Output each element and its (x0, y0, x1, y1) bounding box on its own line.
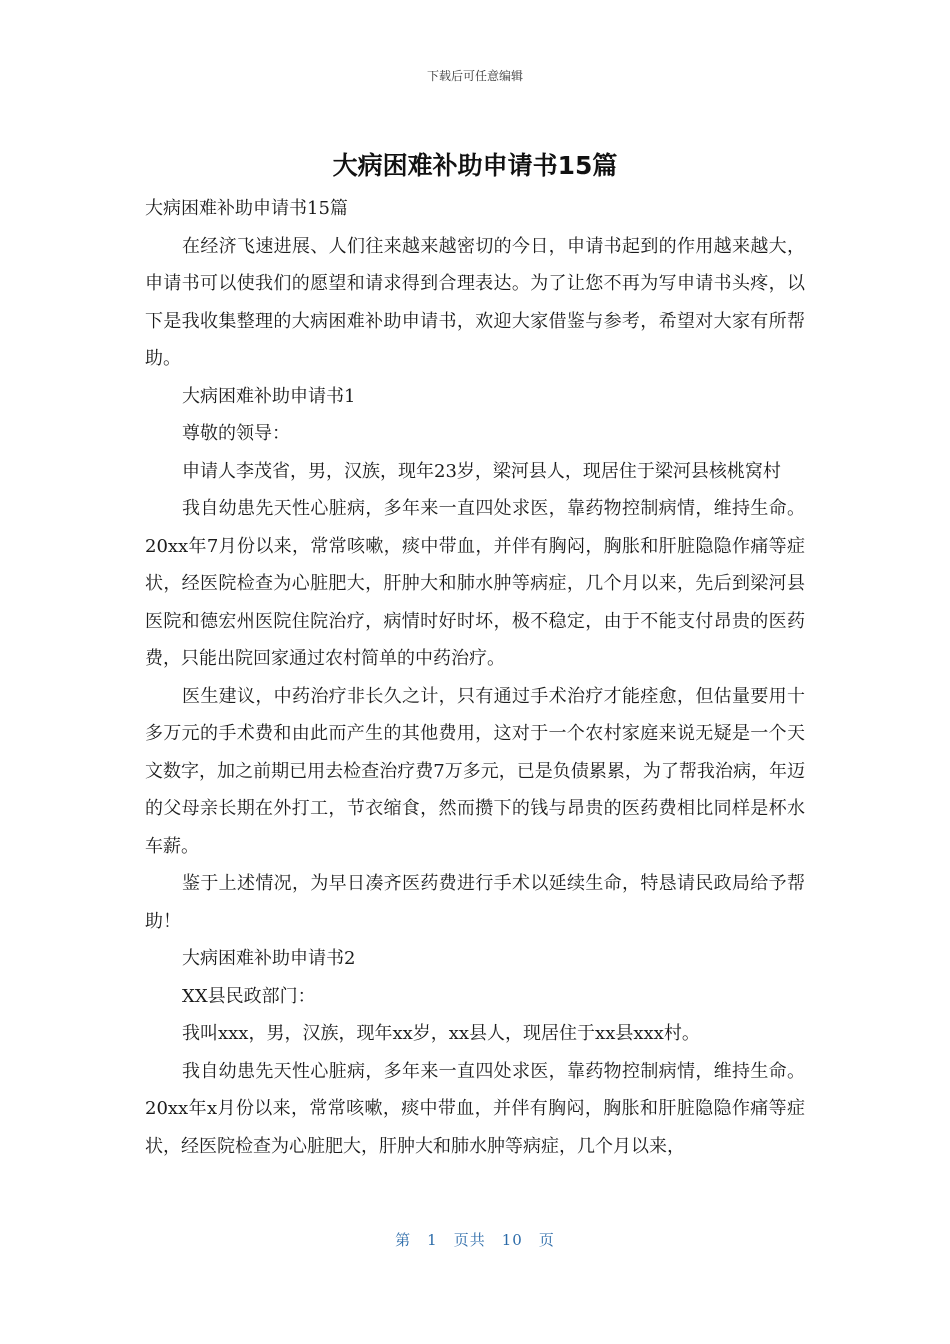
page-footer (0, 1229, 950, 1250)
paragraph: 鉴于上述情况，为早日凑齐医药费进行手术以延续生命，特恳请民政局给予帮助！ (145, 873, 805, 932)
document-body (145, 190, 805, 1165)
document-title: 大病困难补助申请书15篇 (332, 151, 618, 180)
header-note: 下载后可任意编辑 (426, 69, 523, 83)
page-number: 1 (427, 1231, 438, 1249)
section-heading: 大病困难补助申请书2 (182, 948, 356, 969)
paragraph: 大病困难补助申请书15篇 (145, 198, 348, 219)
salutation: 尊敬的领导： (182, 423, 290, 444)
section-heading: 大病困难补助申请书1 (182, 385, 356, 407)
paragraph: 我叫xxx，男，汉族，现年xx岁，xx县人，现居住于xx县xxx村。 (182, 1023, 700, 1044)
footer-prefix: 第 (395, 1231, 412, 1249)
salutation: XX县民政部门： (182, 985, 316, 1007)
paragraph: 在经济飞速进展、人们往来越来越密切的今日，申请书起到的作用越来越大，申请书可以使我们的愿望和请求得到合理表达。为了让您不再为写申请书头疼，以下是我收集整理的大病困难补助申请书，欢迎大家借鉴与参考，希望对大家有所帮助。 (145, 235, 805, 369)
paragraph: 我自幼患先天性心脏病，多年来一直四处求医，靠药物控制病情，维持生命。20xx年x月份以来，常常咳嗽，痰中带血，并伴有胸闷，胸胀和肝脏隐隐作痛等症状，经医院检查为心脏肥大，肝肿大和肺水肿等病症，几个月以来， (145, 1060, 805, 1157)
total-pages: 10 (501, 1231, 523, 1249)
footer-mid: 页共 (453, 1231, 486, 1249)
paragraph: 我自幼患先天性心脏病，多年来一直四处求医，靠药物控制病情，维持生命。20xx年7月份以来，常常咳嗽，痰中带血，并伴有胸闷，胸胀和肝脏隐隐作痛等症状，经医院检查为心脏肥大，肝肿大和肺水肿等病症，几个月以来，先后到梁河县医院和德宏州医院住院治疗，病情时好时坏，极不稳定，由于不能支付昂贵的医药费，只能出院回家通过农村简单的中药治疗。 (145, 498, 805, 669)
paragraph: 申请人李茂省，男，汉族，现年23岁，梁河县人，现居住于梁河县核桃窝村 (182, 460, 781, 482)
paragraph: 医生建议，中药治疗非长久之计，只有通过手术治疗才能痊愈，但估量要用十多万元的手术费和由此而产生的其他费用，这对于一个农村家庭来说无疑是一个天文数字，加之前期已用去检查治疗费7万多元，已是负债累累，为了帮我治病，年迈的父母亲长期在外打工，节衣缩食，然而攒下的钱与昂贵的医药费相比同样是杯水车薪。 (145, 685, 805, 857)
footer-suffix: 页 (538, 1231, 555, 1249)
